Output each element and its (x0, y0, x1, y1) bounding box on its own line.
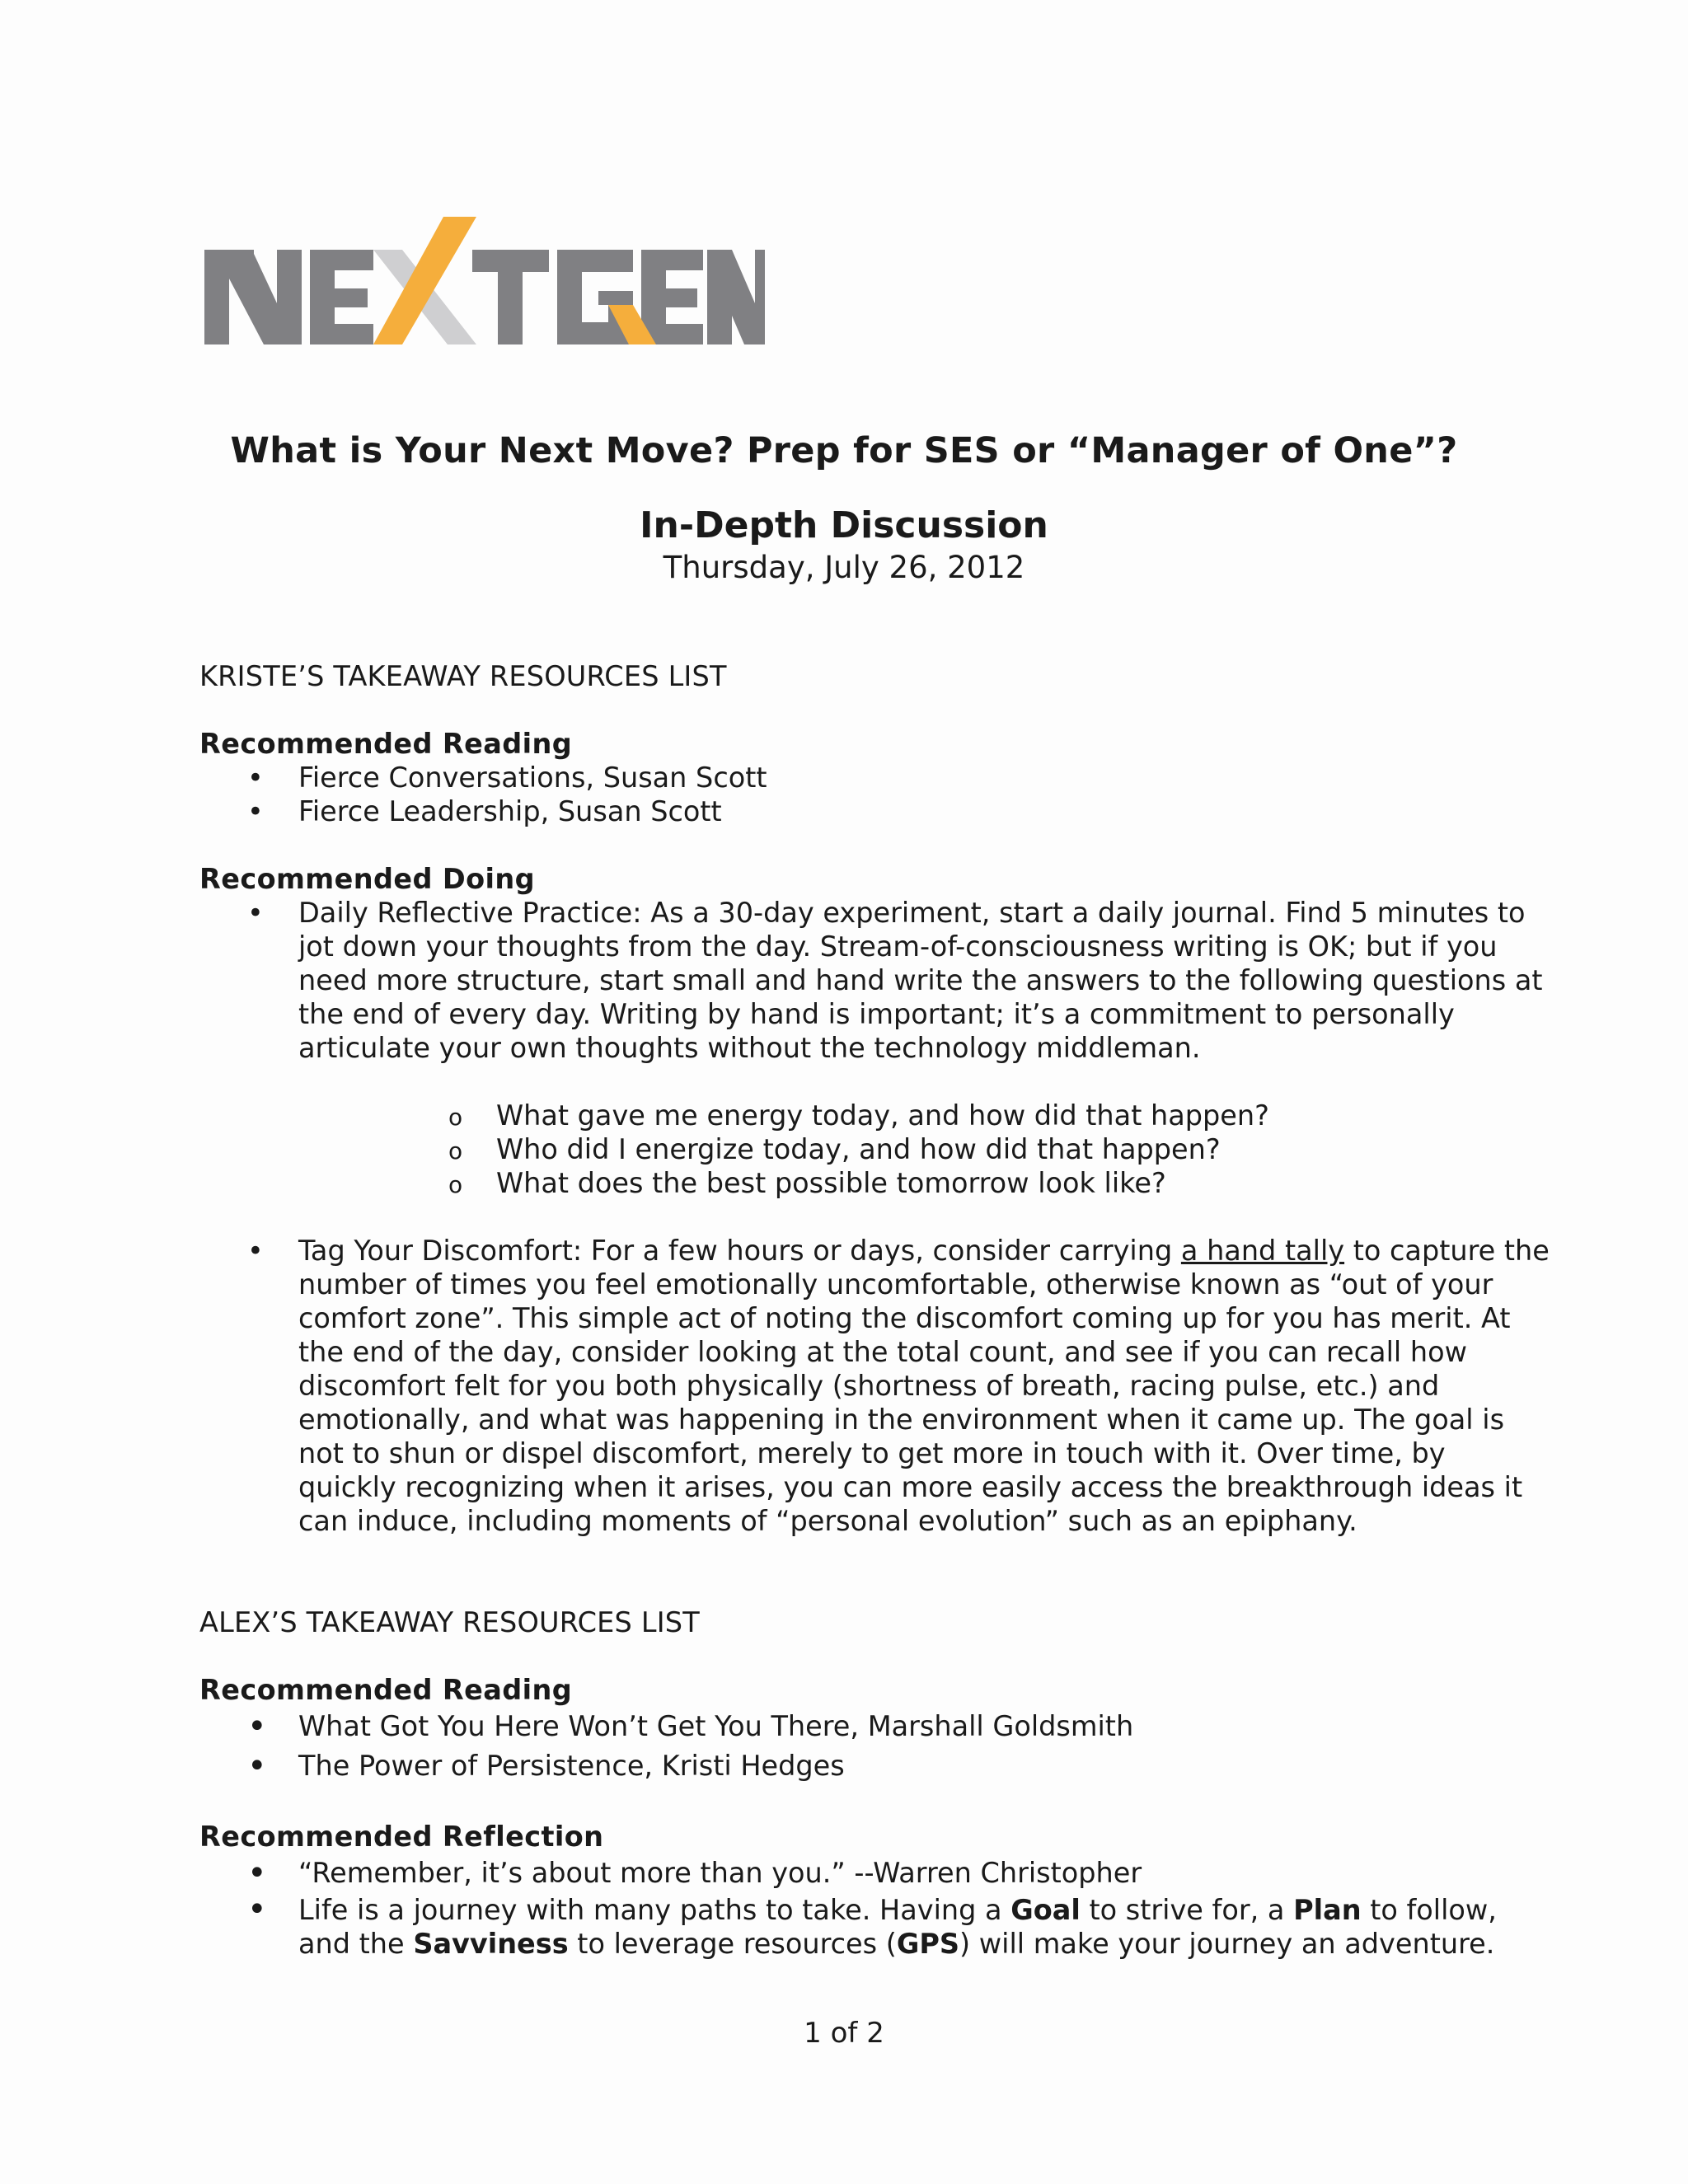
journey-text: to follow, and the (298, 1894, 1497, 1960)
alex-reflection-list (199, 1854, 1551, 1961)
list-item: • The Power of Persistence, Kristi Hedges (199, 1746, 1551, 1786)
journal-questions (298, 1099, 1551, 1200)
list-item (199, 1234, 1551, 1538)
journey-text: ) will make your journey an adventure. (959, 1928, 1495, 1960)
alex-heading: ALEX’S TAKEAWAY RESOURCES LIST (199, 1606, 700, 1638)
practice-text: Daily Reflective Practice: As a 30-day experiment, start a daily journal. Find 5 minutes to jot down your thoughts from the day. Stream-of-consciousness writing is OK; but if you need more structure, start small and hand write the answers to the following questions at the end of every day. Writing by hand is important; it’s a commitment to personally articulate your own thoughts without the technology middleman. (298, 897, 1543, 1064)
list-item: • Fierce Conversations, Susan Scott (199, 761, 1551, 794)
kriste-reading-list (199, 761, 1551, 828)
list-item: • “Remember, it’s about more than you.” --Warren Christopher (199, 1854, 1551, 1893)
document-date: Thursday, July 26, 2012 (663, 550, 1025, 585)
document-title: What is Your Next Move? Prep for SES or “Manager of One”? (230, 430, 1458, 471)
journey-text: Life is a journey with many paths to take. Having a (298, 1894, 1011, 1926)
list-item: o What gave me energy today, and how did that happen? (298, 1099, 1551, 1132)
journey-goal: Goal (1010, 1894, 1081, 1926)
nextgen-logo (204, 213, 765, 349)
kriste-doing-heading: Recommended Doing (199, 863, 536, 895)
alex-reflection-heading: Recommended Reflection (199, 1821, 604, 1853)
kriste-doing-list (199, 896, 1551, 1538)
list-item (199, 1893, 1551, 1961)
kriste-heading: KRISTE’S TAKEAWAY RESOURCES LIST (199, 660, 727, 692)
document-subtitle: In-Depth Discussion (640, 504, 1048, 546)
alex-reading-heading: Recommended Reading (199, 1674, 573, 1706)
list-item: • What Got You Here Won’t Get You There, Marshall Goldsmith (199, 1707, 1551, 1746)
journey-plan: Plan (1293, 1894, 1362, 1926)
list-item: • Fierce Leadership, Susan Scott (199, 794, 1551, 828)
hand-tally-link[interactable]: a hand tally (1180, 1235, 1345, 1267)
journey-text: to leverage resources ( (568, 1928, 897, 1960)
document-body (199, 659, 1551, 1961)
discomfort-text-a: Tag Your Discomfort: For a few hours or days, consider carrying (298, 1235, 1181, 1267)
kriste-reading-heading: Recommended Reading (199, 728, 573, 760)
alex-reading-list (199, 1707, 1551, 1786)
list-item: o Who did I energize today, and how did that happen? (298, 1132, 1551, 1166)
journey-savviness: Savviness (413, 1928, 569, 1960)
page-number: 1 of 2 (804, 2017, 884, 2050)
kriste-section (199, 659, 1551, 1538)
list-item (199, 896, 1551, 1234)
discomfort-text-b: to capture the number of times you feel emotionally uncomfortable, otherwise known as “out of your comfort zone”. This simple act of noting the discomfort coming up for you has merit. At the end of the day, consider looking at the total count, and see if you can recall how discomfort felt for you both physically (shortness of breath, racing pulse, etc.) and emotionally, and what was happening in the environment when it came up. The goal is not to shun or dispel discomfort, merely to get more in touch with it. Over time, by quickly recognizing when it arises, you can more easily access the breakthrough ideas it can induce, including moments of “personal evolution” such as an epiphany. (298, 1235, 1550, 1537)
list-item: o What does the best possible tomorrow look like? (298, 1166, 1551, 1200)
journey-text: to strive for, a (1080, 1894, 1294, 1926)
alex-section (199, 1605, 1551, 1961)
journey-gps: GPS (896, 1928, 960, 1960)
